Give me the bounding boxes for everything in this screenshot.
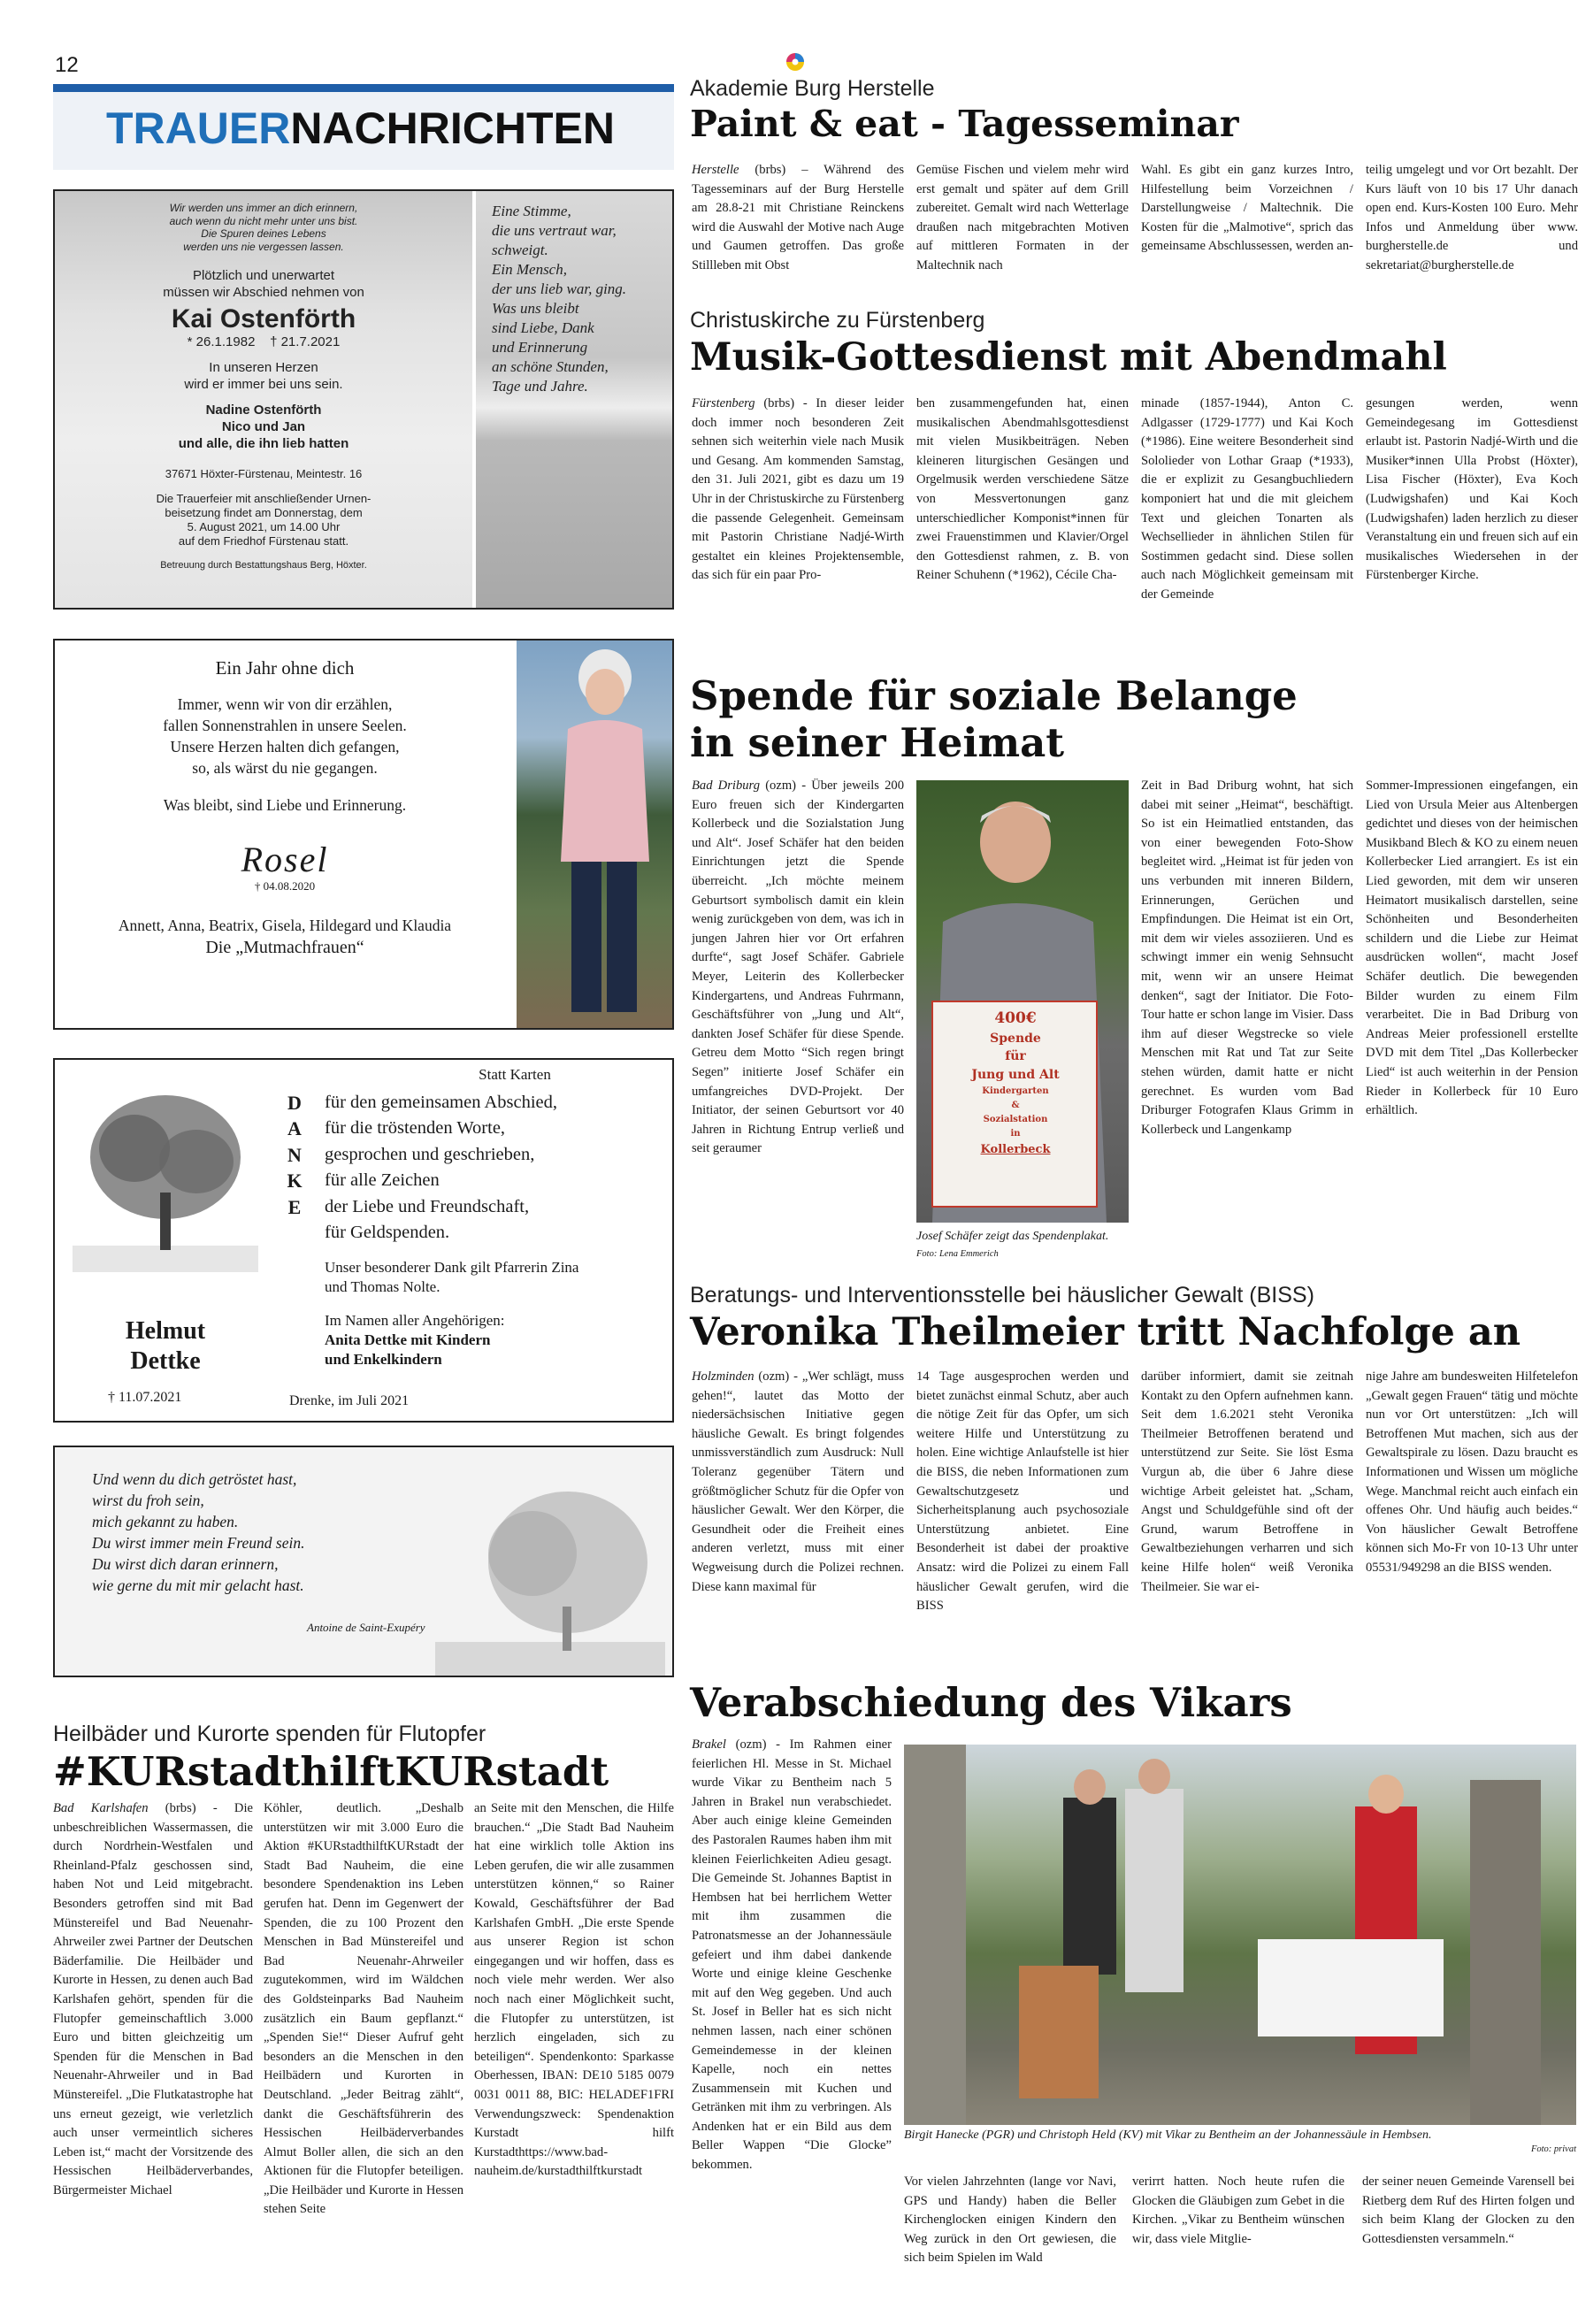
ad1-poem-line: die uns vertraut war, bbox=[492, 222, 617, 239]
article6-col3 bbox=[1132, 2173, 1344, 2321]
article6-text: der seiner neuen Gemeinde Varensell bei Rietberg dem Ruf des Hirten folgen und sich beim Klang der Glocken zu den Gottesdiensten versammeln.“ bbox=[1362, 2174, 1574, 2246]
ad1-funeral-line: Die Trauerfeier mit anschließender Urnen- bbox=[156, 492, 372, 505]
article1-col2 bbox=[916, 161, 1129, 303]
ad3-name-line: Dettke bbox=[130, 1347, 201, 1375]
article4-headline: Veronika Theilmeier tritt Nachfolge an bbox=[690, 1310, 1521, 1354]
ad1-family-line: Nico und Jan bbox=[221, 419, 306, 434]
danke-letter: D bbox=[287, 1092, 302, 1114]
ad1-quote-line: auch wenn du nicht mehr unter uns bist. bbox=[169, 214, 358, 227]
sign-line: Kindergarten bbox=[982, 1086, 1049, 1096]
article4-col3 bbox=[1141, 1368, 1353, 1599]
article5-text: an Seite mit den Menschen, die Hilfe brauchen.“ „Die Stadt Bad Nauheim hat eine wirklich tolle Aktion ins Leben gerufen, die wir alle zusammen unterstützen können,“ so Rainer Kowald, Geschäftsführer der Bad Karlshafen GmbH. „Die erste Spende aus unserer Region ist schon eingegangen und wir hoffen, dass es noch viele mehr werden. Wer also noch nach einer Möglichkeit sucht, die Flutopfer zu unterstützen, ist herzlich eingeladen, sich zu beteiligen“. Spendenkonto: Sparkasse Oberhessen, IBAN: DE10 5185 0079 0031 0011 88, BIC: HELADEF1FRI Verwendungszweck: Spendenaktion Kurstadt hilft Kurstadthttps://www.bad-nauheim.de/kurstadthilftkurstadt bbox=[474, 1801, 674, 2179]
ad4-poem-line: wie gerne du mit mir gelacht hast. bbox=[92, 1576, 304, 1594]
quote-ad-saint-exupery bbox=[53, 1446, 674, 1677]
article4-text: darüber informiert, damit sie zeitnah Kontakt zu den Opfern aufnehmen kann. Seit dem 1.6.2021 steht Veronika Theilmeier Betroffenen beratend und unterstützend zur Seite. Sie löst Esma Vurgun ab, die über 6 Jahre diese wichtige Arbeit geleistet hat. „Scham, Angst und Schuldgefühle sind oft der Grund, warum Betroffene in Gewaltbeziehungen verharren und sich keine Hilfe holen“ weiß Veronika Theilmeier. Sie war ei- bbox=[1141, 1369, 1353, 1594]
article2-col1 bbox=[692, 395, 904, 651]
article6-col1 bbox=[692, 1736, 892, 2320]
ad3-header: Statt Karten bbox=[479, 1066, 551, 1083]
ad4-poem bbox=[92, 1469, 463, 1596]
article5-dateline: Bad Karlshafen bbox=[53, 1801, 149, 1815]
article3-headline bbox=[690, 672, 1298, 766]
article3-dateline: Bad Driburg bbox=[692, 779, 760, 793]
article2-headline: Musik-Gottesdienst mit Abendmahl bbox=[690, 335, 1447, 380]
ad3-name-line: Helmut bbox=[125, 1317, 206, 1345]
article4-col4 bbox=[1366, 1368, 1578, 1599]
ad1-heart-line: wird er immer bei uns sein. bbox=[184, 377, 343, 392]
donation-sign bbox=[936, 1007, 1095, 1159]
ad1-poem-line: Ein Mensch, bbox=[492, 261, 567, 278]
section-header-rule bbox=[53, 84, 674, 92]
article5-col2 bbox=[264, 1799, 463, 2321]
ad1-undertaker: Betreuung durch Bestattungshaus Berg, Höxter. bbox=[160, 560, 367, 571]
article2-text: minade (1857-1944), Anton C. Adlgasser (1729-1777) und Kai Koch (*1986). Eine weitere Besonderheit sind Sololieder von Lothar Graap (*1933), die er explizit zu Gesangbuchliedern komponiert hat und die mit gleichem Text und gleichen Tonarten als Wechsellieder in ähnlichen Stilen für Sostimmen gedacht sind. Diese sollen auch nach Möglichkeit gemeinsam mit der Gemeinde bbox=[1141, 396, 1353, 602]
ad3-place-date: Drenke, im Juli 2021 bbox=[289, 1393, 410, 1408]
danke-letter: E bbox=[287, 1195, 302, 1218]
article2-text: (brbs) - In dieser leider doch immer noch besonderen Zeit sehnen sich weiterhin viele nach Musik und Gesang. Am kommenden Samstag, den 31. Juli 2021, gibt es dazu um 19 Uhr in der Christuskirche zu Fürstenberg die passende Gelegenheit. Gemeinsam mit Pastorin Christiane Nadjé-Wirth gestaltet ein kleines Projektensemble, das sich für ein paar Pro- bbox=[692, 396, 905, 583]
ad1-intro-line: Plötzlich und unerwartet bbox=[192, 268, 335, 283]
article2-col2 bbox=[916, 395, 1129, 651]
article5-kicker: Heilbäder und Kurorte spenden für Flutopfer bbox=[53, 1722, 486, 1746]
article3-photo bbox=[916, 780, 1129, 1223]
ad3-tree-image bbox=[73, 1078, 258, 1272]
ad3-special-line: und Thomas Nolte. bbox=[325, 1278, 440, 1295]
article3-photo-credit: Foto: Lena Emmerich bbox=[916, 1249, 999, 1259]
danke-letter: K bbox=[287, 1170, 303, 1193]
article6-caption-text: Birgit Hanecke (PGR) und Christoph Held (KV) mit Vikar zu Bentheim an der Johannessäule in Hembsen. bbox=[904, 2128, 1432, 2142]
article5-text: (brbs) - Die unbeschreiblichen Wassermassen, die durch Nordrhein-Westfalen und Rheinland-Pfalz geschossen sind, haben Not und Leid mitgebracht. Besonders getroffen sind mit Bad Münstereifel und Bad Neuenahr-Ahrweiler zwei Partner der Deutschen Bäderfamilie. Die Heilbäder und Kurorte in Hessen, zu denen auch Bad Karlshafen gehört, spenden für die Flutopfer gemeinschaftlich 3.000 Euro und bitten gleichzeitig um Spenden für die Menschen in Bad Neuenahr-Ahrweiler und in Bad Münstereifel. „Die Flutkatastrophe hat uns erneut gezeigt, wie verletzlich auch unser vermeintlich sicheres Leben ist,“ macht der Vorsitzende des Hessischen Heilbäderverbandes, Bürgermeister Michael bbox=[53, 1801, 253, 2197]
article4-col2 bbox=[916, 1368, 1129, 1614]
ad3-special-line: Unser besonderer Dank gilt Pfarrerin Zina bbox=[325, 1259, 579, 1276]
article6-photo bbox=[904, 1745, 1576, 2125]
article1-kicker: Akademie Burg Herstelle bbox=[690, 76, 935, 101]
ad3-danke-line: für alle Zeichen bbox=[325, 1170, 440, 1191]
ad2-date: † 04.08.2020 bbox=[254, 879, 316, 893]
ad1-quote-line: werden uns nie vergessen lassen. bbox=[183, 240, 344, 253]
article1-dateline: Herstelle bbox=[692, 163, 739, 177]
ad3-danke-line: der Liebe und Freundschaft, bbox=[325, 1196, 530, 1216]
ad2-text bbox=[55, 656, 515, 959]
article5-col3 bbox=[474, 1799, 674, 2321]
section-header-black: NACHRICHTEN bbox=[290, 104, 615, 153]
sign-line: 400€ bbox=[994, 1009, 1037, 1027]
ad2-poem-line: Unsere Herzen halten dich gefangen, bbox=[170, 738, 400, 755]
ad1-poem-line: Was uns bleibt bbox=[492, 300, 579, 317]
article5-text: Köhler, deutlich. „Deshalb unterstützen wir mit 3.000 Euro die Aktion #KURstadthilftKURstadt der Stadt Bad Nauheim, die eine besondere Spendenaktion ins Leben gerufen hat. Denn im Gegenwert der Spenden, die zu 100 Prozent den Menschen in Bad Münstereifel und Bad Neuenahr-Ahrweiler zugutekommen, wird im Wäldchen des Goldsteinparks Bad Nauheim zusätzlich ein Baum gepflanzt.“ „Spenden Sie!“ Dieser Aufruf geht besonders an die Menschen in den Heilbädern und Kurorten in Deutschland. „Jeder Beitrag zählt“, dankt die Geschäftsführerin des Hessischen Heilbäderverbandes Almut Boller allen, die sich an den Aktionen für die Flutopfer beteiligen. „Die Heilbäder und Kurorte in Hessen stehen Seite bbox=[264, 1801, 463, 2217]
danke-letter: A bbox=[287, 1117, 302, 1140]
ad3-family-line: und Enkelkindern bbox=[325, 1351, 442, 1368]
sign-line: & bbox=[1011, 1101, 1020, 1110]
ad2-group: Die „Mutmachfrauen“ bbox=[205, 938, 364, 957]
article3-text: Zeit in Bad Driburg wohnt, hat sich dabei mit seiner „Heimat“, beschäftigt. So ist ein Heimatlied entstanden, das von einer bewegenden Foto-Show begleitet wird. „Heimat ist für jeden von uns verbunden mit inneren Bildern, Erinnerungen, Gerüchen und Empfindungen. Die Heimat ist ein Ort, mit dem wir vieles assoziieren. Und es schwingt immer ein wenig Sehnsucht mit, wenn wir an unsere Heimat denken“, sagt der Initiator. Die Foto-Tour hatte er schon lange im Visier. Dass ihm auf dieser Wegstrecke so viele Menschen mit Rat und Tat zur Seite stehen würden, damit hatte er nicht gerechnet. Es wurden vom Bad Driburger Fotografen Klaus Grimm in Kollerbeck und Langenkamp bbox=[1141, 779, 1353, 1137]
article5-headline: #KURstadthilftKURstadt bbox=[53, 1748, 609, 1795]
ad3-special bbox=[325, 1258, 670, 1297]
article3-headline-line: Spende für soziale Belange bbox=[690, 672, 1298, 719]
ad3-danke bbox=[281, 1090, 308, 1220]
article6-caption bbox=[904, 2127, 1576, 2156]
article1-headline: Paint & eat - Tagesseminar bbox=[690, 103, 1239, 145]
ad3-danke-line: für die tröstenden Worte, bbox=[325, 1118, 506, 1139]
ad3-family-intro: Im Namen aller Angehörigen: bbox=[325, 1312, 505, 1329]
ad1-quote-line: Die Spuren deines Lebens bbox=[201, 227, 326, 240]
article2-col4 bbox=[1366, 395, 1578, 651]
ad1-funeral-line: beisetzung findet am Donnerstag, dem bbox=[165, 506, 363, 519]
article1-text: (brbs) – Während des Tagesseminars auf der Burg Herstelle am 28.8-21 mit Christiane Reinckens wird die Auswahl der Motive nach Auge und Gaumen getroffen. Das große Stillleben mit Obst bbox=[692, 163, 904, 272]
article4-kicker: Beratungs- und Interventionsstelle bei häuslicher Gewalt (BISS) bbox=[690, 1283, 1314, 1308]
sign-line: Spende bbox=[990, 1032, 1041, 1046]
article2-dateline: Fürstenberg bbox=[692, 396, 755, 410]
ad4-poem-line: wirst du froh sein, bbox=[92, 1492, 204, 1509]
sign-line: Jung und Alt bbox=[971, 1068, 1060, 1082]
article1-col4 bbox=[1366, 161, 1578, 303]
ad2-portrait-photo bbox=[517, 640, 672, 1028]
ad1-poem-line: Tage und Jahre. bbox=[492, 378, 588, 395]
article3-text: (ozm) - Über jeweils 200 Euro freuen sich der Kindergarten Kollerbeck und die Sozialstation Jung und Alt“. Josef Schäfer hat den beiden Einrichtungen jetzt die Spende überreicht. „Ich möchte meinem Geburtsort symbolisch damit ein klein wenig zurückgeben von dem, was ich in jungen Jahren hier vor Ort erfahren durfte“, sagt Josef Schäfer. Gabriele Meyer, Leiterin des Kollerbecker Kindergartens, und Andreas Fuhrmann, Geschäftsführer von „Jung und Alt“, dankten Josef Schäfer für diese Spende. Getreu dem Motto “Sich regen bringt Segen” initierte Josef Schäfer ein umfangreiches DVD-Projekt. Der Initiator, der seinen Geburtsort vor 40 Jahren in Richtung Entrup verließ und seit geraumer bbox=[692, 779, 905, 1156]
ad1-name: Kai Ostenförth bbox=[171, 304, 356, 334]
article6-photo-credit: Foto: privat bbox=[1530, 2144, 1576, 2154]
section-header-blue: TRAUER bbox=[106, 104, 291, 153]
ad1-funeral-line: auf dem Friedhof Fürstenau statt. bbox=[178, 534, 349, 548]
ad1-funeral-line: 5. August 2021, um 14.00 Uhr bbox=[187, 520, 341, 533]
ad4-poem-line: Du wirst immer mein Freund sein. bbox=[92, 1534, 305, 1552]
article1-text: Gemüse Fischen und vielem mehr wird erst gemalt und später auf dem Grill zubereitet. Gemalt wird nach Wetterlage draußen nach mitgebrachten Motiven auf mittleren Formaten in der Maltechnik nach bbox=[916, 163, 1129, 272]
ad1-family-line: Nadine Ostenförth bbox=[205, 403, 322, 418]
ad4-poem-line: mich gekannt zu haben. bbox=[92, 1513, 239, 1530]
ad1-heart-line: In unseren Herzen bbox=[209, 360, 318, 375]
article5-col1 bbox=[53, 1799, 253, 2321]
thank-you-ad-dettke bbox=[53, 1058, 674, 1423]
ad3-danke-line: gesprochen und geschrieben, bbox=[325, 1144, 535, 1164]
sign-line: für bbox=[1005, 1049, 1026, 1063]
ad1-family-line: und alle, die ihn lieb hatten bbox=[178, 436, 349, 451]
page-number: 12 bbox=[55, 53, 79, 77]
article3-col3 bbox=[1141, 777, 1353, 1299]
article4-text: nige Jahre am bundesweiten Hilfetelefon „Gewalt gegen Frauen“ tätig und möchte nun vor Ort unterstützen: „Ich will Betroffenen Mut machen, sich aus der Gewaltspirale zu lösen. Dazu braucht es Informationen und Wissen um mögliche Wege. Manchmal reicht auch einfach ein offenes Ohr. Und häufig auch beides.“ Von häuslicher Gewalt Betroffene können sich Mo-Fr von 10-13 Uhr unter 05531/949298 an die BISS wenden. bbox=[1366, 1369, 1578, 1575]
ad3-name bbox=[73, 1316, 258, 1377]
ad2-title: Ein Jahr ohne dich bbox=[215, 657, 355, 679]
ad2-poem-line: fallen Sonnenstrahlen in unsere Seelen. bbox=[163, 717, 407, 734]
sign-line: Sozialstation bbox=[983, 1115, 1048, 1124]
article6-col2 bbox=[904, 2173, 1116, 2321]
article1-col1 bbox=[692, 161, 904, 303]
article4-text: (ozm) - „Wer schlägt, muss gehen!“, lautet das Motto der niedersächsischen Initiative gegen häusliche Gewalt. Es bringt folgendes unmissverständlich zum Ausdruck: Null Toleranz gegenüber Tätern und größtmöglicher Schutz für die Opfer von häuslicher Gewalt. Wer den Körper, die Gesundheit oder die Freiheit eines anderen verletzt, muss mit einer Wegweisung durch die Polizei rechnen. Diese kann maximal für bbox=[692, 1369, 904, 1594]
article2-text: ben zusammengefunden hat, einen musikalischen Abendmahlsgottesdienst mit vielen Musikbeiträgen. Neben kleineren liturgischen Gesängen und Orgelmusik werden verschiedene Sätze von Messvertonungen ganz unterschiedlicher Komponist*innen für zwei Frauenstimmen und Klavier/Orgel den Gottesdienst rahmen, z. B. von Reiner Schuhenn (*1962), Cécile Cha- bbox=[916, 396, 1129, 583]
ad4-tree-image bbox=[435, 1465, 665, 1676]
article6-col4 bbox=[1362, 2173, 1574, 2321]
ad1-poem-line: sind Liebe, Dank bbox=[492, 319, 594, 336]
article2-kicker: Christuskirche zu Fürstenberg bbox=[690, 308, 985, 333]
article3-col1 bbox=[692, 777, 904, 1299]
academy-logo bbox=[785, 51, 806, 73]
ad1-text bbox=[55, 202, 472, 571]
ad1-poem-line: schweigt. bbox=[492, 242, 548, 258]
danke-letter: N bbox=[287, 1143, 302, 1166]
ad1-poem-line: und Erinnerung bbox=[492, 339, 588, 356]
ad1-poem-line: an schöne Stunden, bbox=[492, 358, 609, 375]
article6-dateline: Brakel bbox=[692, 1737, 726, 1752]
ad1-address: 37671 Höxter-Fürstenau, Meintestr. 16 bbox=[165, 467, 363, 480]
ad3-family bbox=[325, 1311, 670, 1369]
ad3-danke-lines bbox=[325, 1090, 670, 1246]
ad3-death: † 11.07.2021 bbox=[108, 1390, 182, 1405]
ad1-dates: * 26.1.1982 † 21.7.2021 bbox=[187, 334, 341, 349]
ad2-closing: Was bleibt, sind Liebe und Erinnerung. bbox=[163, 796, 407, 814]
ad3-family-line: Anita Dettke mit Kindern bbox=[325, 1331, 491, 1348]
article6-text: (ozm) - Im Rahmen einer feierlichen Hl. Messe in St. Michael wurde Vikar zu Bentheim nach 5 Jahren in Brakel nun verabschiedet. Aber auch einige kleine Gemeinden des Pastoralen Raumes haben ihm mit kleinen Feierlichkeiten Adieu gesagt. Die Gemeinde St. Johannes Baptist in Hembsen hat bei herrlichem Wetter mit ihm zusammen die Patronatsmesse an der Johannessäule gefeiert und ihm dabei dankende Worte und einige kleine Geschenke mit auf den Weg gegeben. Und auch St. Josef in Beller hat es sich nicht nehmen lassen, nach einer schönen Gemeindemesse in der kleinen Kapelle, noch ein nettes Zusammensein mit Kuchen und Getränken mit ihm zu verbringen. Als Andenken hat er ein Bild aus dem Beller Wappen “Die Glocke” bekommen. bbox=[692, 1737, 892, 2173]
ad4-author: Antoine de Saint-Exupéry bbox=[307, 1621, 425, 1634]
ad1-quote-line: Wir werden uns immer an dich erinnern, bbox=[169, 202, 358, 214]
ad4-poem-line: Und wenn du dich getröstet hast, bbox=[92, 1470, 297, 1488]
article3-col4 bbox=[1366, 777, 1578, 1299]
ad2-signers: Annett, Anna, Beatrix, Gisela, Hildegard und Klaudia bbox=[118, 917, 452, 934]
article1-text: Wahl. Es gibt ein ganz kurzes Intro, Hilfestellung beim Vorzeichnen / Darstellungweise / Maltechnik. Die Kosten für die „Malmotive“, sprich das gemeinsame Abschlussessen, werden an- bbox=[1141, 163, 1353, 254]
article4-text: 14 Tage ausgesprochen werden und bietet zunächst einmal Schutz, aber auch die nötige Zeit für das Opfer, um sich weitere Hilfe und Unterstützung zu holen. Eine wichtige Anlaufstelle ist hier die BISS, die neben Informationen zum Gewaltschutzgesetz und Sicherheitsplanung auch psychosoziale Unterstützung anbietet. Eine Besonderheit ist dabei der proaktive Ansatz: wird die Polizei zu einem Fall häuslicher Gewalt gerufen, wird die BISS bbox=[916, 1369, 1129, 1614]
memorial-ad-rosel bbox=[53, 639, 674, 1030]
article1-col3 bbox=[1141, 161, 1353, 303]
ad4-poem-line: Du wirst dich daran erinnern, bbox=[92, 1555, 279, 1573]
ad1-intro-line: müssen wir Abschied nehmen von bbox=[163, 285, 364, 300]
sign-line: Kollerbeck bbox=[980, 1143, 1051, 1156]
ad3-danke-line: für Geldspenden. bbox=[325, 1223, 450, 1243]
sign-line: in bbox=[1010, 1129, 1021, 1139]
ad3-danke-line: für den gemeinsamen Abschied, bbox=[325, 1093, 558, 1112]
article6-text: verirrt hatten. Noch heute rufen die Glocken die Gläubigen zum Gebet in die Kirchen. „Vikar zu Bentheim wünschen wir, dass viele Mitglie- bbox=[1132, 2174, 1344, 2246]
article6-headline: Verabschiedung des Vikars bbox=[690, 1679, 1292, 1726]
ad1-poem bbox=[492, 202, 669, 396]
article3-text: Sommer-Impressionen eingefangen, ein Lied von Ursula Meier aus Altenbergen gedichtet und dieses von der heimischen Musikband Blech & KO zu einem neuen Kollerbecker Lied arrangiert. Es ist ein Lied geworden, mit dem wir unseren Heimatort musikalisch darstellen, seine Schönheiten und Besonderheiten schildern und die Liebe zur Heimat ausdrücken wollen“, macht Josef Schäfer deutlich. Die bewegenden Bilder wurden zu einem Film verarbeitet. Die in Bad Driburg von Andreas Meier professionell erstellte DVD mit dem Titel „Das Kollerbecker Lied“ ist auch weiterhin in der Pension Rieder in Kollerbeck für 10 Euro erhältlich. bbox=[1366, 779, 1578, 1118]
ad2-name: Rosel bbox=[241, 840, 329, 879]
article2-text: gesungen werden, wenn Gemeindegesang im Gottesdienst erlaubt ist. Pastorin Nadjé-Wirth und die Musiker*innen Ulla Probst (Höxter), Lisa Fischer (Höxter), Eva Koch (Ludwigshafen) und Kai Koch (Ludwigshafen) laden herzlich zu dieser Veranstaltung ein und freuen sich auf ein musikalisches Wiedersehen in der Fürstenberger Kirche. bbox=[1366, 396, 1578, 583]
article3-caption-text: Josef Schäfer zeigt das Spendenplakat. bbox=[916, 1230, 1109, 1243]
article3-headline-line: in seiner Heimat bbox=[690, 719, 1065, 766]
article1-text: teilig umgelegt und vor Ort bezahlt. Der Kurs läuft von 10 bis 17 Uhr danach open end. Kurs-Kosten 100 Euro. Mehr Infos und Anmeldung über www. burgherstelle.de und sekretariat@burgherstelle.de bbox=[1366, 163, 1578, 272]
ad1-poem-line: Eine Stimme, bbox=[492, 203, 571, 219]
obituary-ad-ostenfoerth bbox=[53, 189, 674, 610]
ad2-poem-line: so, als wärst du nie gegangen. bbox=[192, 759, 378, 777]
section-header bbox=[106, 103, 615, 154]
article3-caption bbox=[916, 1228, 1129, 1262]
article6-text: Vor vielen Jahrzehnten (lange vor Navi, GPS und Handy) haben die Beller Kirchenglocken einigen Kindern den Weg zurück in den Ort gewiesen, die sich beim Spielen im Wald bbox=[904, 2174, 1116, 2266]
ad1-poem-line: der uns lieb war, ging. bbox=[492, 280, 627, 297]
ad2-poem-line: Immer, wenn wir von dir erzählen, bbox=[177, 695, 393, 713]
article4-dateline: Holzminden bbox=[692, 1369, 755, 1384]
article2-col3 bbox=[1141, 395, 1353, 651]
article4-col1 bbox=[692, 1368, 904, 1599]
